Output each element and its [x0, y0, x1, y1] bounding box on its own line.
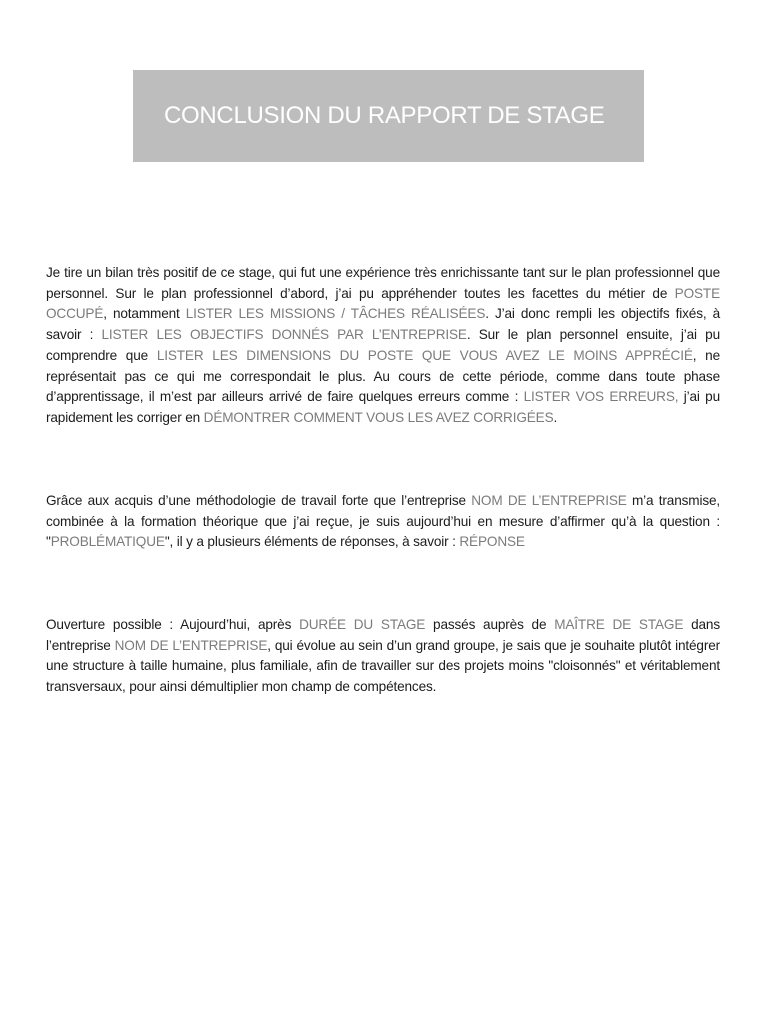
placeholder-field: NOM DE L’ENTREPRISE: [471, 493, 627, 508]
body-text-segment: , qui évolue au sein d’un grand groupe, je sais que je souhaite plutôt intégrer une structure à taille humaine, plus familiale, afin de travailler sur des projets moins "cloisonnés" et véritablement transversaux, pour ainsi démultiplier mon champ de compétences.: [46, 637, 721, 695]
title-banner: [133, 70, 644, 162]
placeholder-field: DURÉE DU STAGE: [299, 617, 426, 632]
placeholder-field: MAÎTRE DE STAGE: [554, 617, 684, 632]
body-text-segment: j’ai pu rapidement les corriger en: [46, 389, 720, 425]
placeholder-field: DÉMONTRER COMMENT VOUS LES AVEZ CORRIGÉES: [203, 409, 554, 425]
placeholder-field: LISTER VOS ERREURS,: [523, 389, 679, 405]
body-text-segment: , notamment: [103, 306, 186, 322]
placeholder-field: LISTER LES OBJECTIFS DONNÉS PAR L’ENTREPRISE: [101, 327, 467, 343]
paragraph-ouverture: [46, 615, 720, 698]
placeholder-field: LISTER LES DIMENSIONS DU POSTE QUE VOUS AVEZ LE MOINS APPRÉCIÉ: [156, 347, 693, 363]
placeholder-field: PROBLÉMATIQUE: [50, 534, 165, 550]
placeholder-field: POSTE OCCUPÉ: [46, 285, 720, 322]
body-text-segment: passés auprès de: [425, 617, 555, 632]
body-text-segment: , ne représentait pas ce qui me correspondait le plus. Au cours de cette période, comme dans toute phase d’apprentissage, il m’est par ailleurs arrivé de faire quelques erreurs comme :: [46, 347, 721, 405]
body-text-segment: m’a transmise, combinée à la formation théorique que j’ai reçue, je suis aujourd’hui en mesure d’affirmer qu’à la question : ": [46, 493, 720, 550]
paragraph-bilan: [46, 263, 720, 429]
body-text-segment: Grâce aux acquis d’une méthodologie de travail forte que l’entreprise: [46, 493, 472, 508]
placeholder-field: NOM DE L’ENTREPRISE: [114, 637, 268, 653]
body-text-segment: dans l’entreprise: [46, 617, 720, 653]
placeholder-field: RÉPONSE: [459, 534, 525, 550]
body-text-segment: Ouverture possible : Aujourd’hui, après: [46, 617, 300, 632]
body-text-segment: . Sur le plan personnel ensuite, j’ai pu comprendre que: [46, 327, 720, 363]
body-text-segment: Je tire un bilan très positif de ce stage, qui fut une expérience très enrichissante tant sur le plan professionnel que personnel. Sur le plan professionnel d’abord, j’ai pu appréhender toutes les facettes du métier de: [46, 265, 720, 301]
body-text-segment: . J’ai donc rempli les objectifs fixés, à savoir :: [46, 306, 720, 343]
placeholder-field: LISTER LES MISSIONS / TÂCHES RÉALISÉES: [185, 306, 486, 322]
body-text-segment: ", il y a plusieurs éléments de réponses, à savoir :: [164, 534, 460, 550]
body-text-segment: .: [553, 409, 558, 425]
paragraph-methodologie: [46, 491, 720, 553]
page-title: CONCLUSION DU RAPPORT DE STAGE: [164, 102, 605, 129]
